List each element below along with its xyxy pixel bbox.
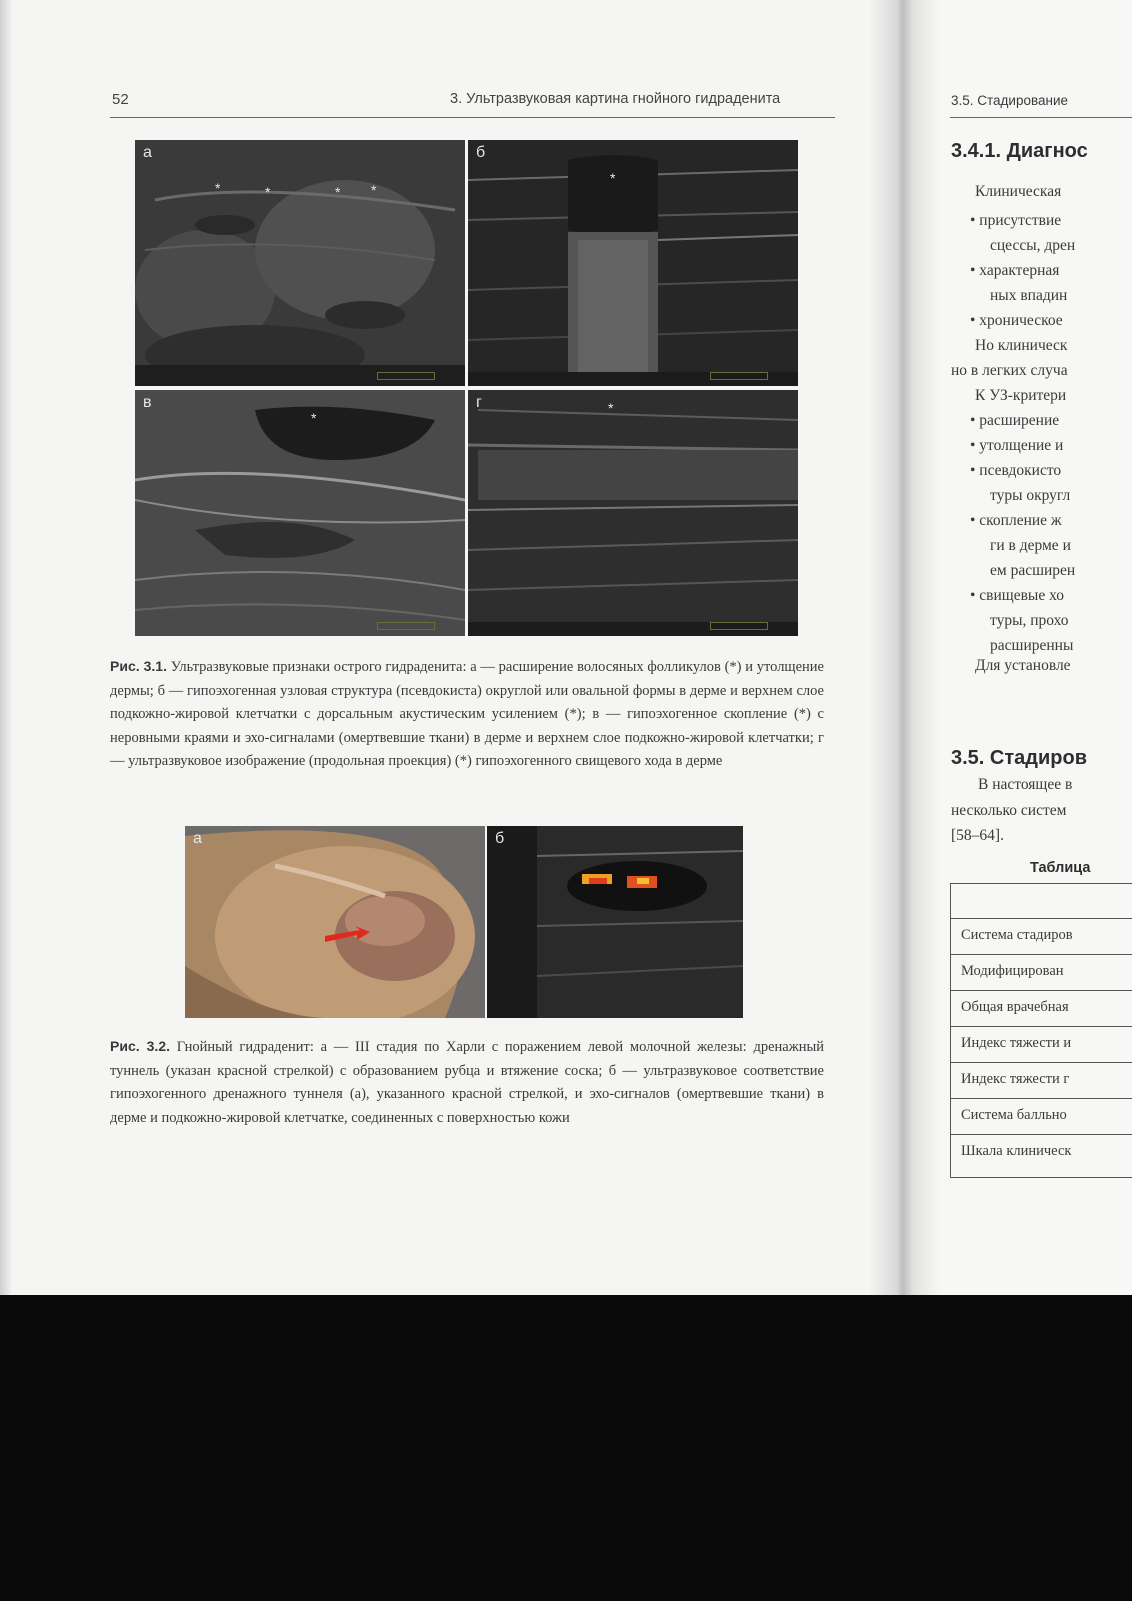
table-row: Шкала клиническ (951, 1134, 1132, 1167)
asterisk-marker: * (335, 184, 341, 200)
right-header-rule (950, 117, 1132, 118)
scanner-background (0, 1295, 1132, 1601)
asterisk-marker: * (265, 184, 271, 200)
panel-letter: б (476, 144, 486, 161)
figure-label: Рис. 3.2. (110, 1038, 170, 1054)
table-row: Система стадиров (951, 918, 1132, 951)
scale-bar (710, 622, 768, 630)
table-row: Система балльно (951, 1098, 1132, 1131)
clinical-photo-a (185, 826, 485, 1018)
body-line: • хроническое (970, 312, 1063, 329)
body-line: но в легких случа (951, 362, 1068, 379)
body-line: • утолщение и (970, 437, 1064, 454)
body-line: • свищевые хо (970, 587, 1065, 604)
running-head: 3. Ультразвуковая картина гнойного гидраденита (450, 91, 781, 107)
body-line: ем расширен (990, 562, 1076, 579)
scale-bar (710, 372, 768, 380)
ultrasound-panel-g (468, 390, 798, 636)
body-line: ных впадин (990, 287, 1068, 304)
panel-letter: г (476, 394, 482, 411)
panel-letter: а (143, 144, 152, 161)
body-line: несколько систем (951, 802, 1067, 819)
asterisk-marker: * (371, 182, 377, 198)
page-number: 52 (112, 91, 129, 108)
body-line: туры, прохо (990, 612, 1069, 629)
right-running-head: 3.5. Стадирование (951, 93, 1069, 108)
panel-letter: а (193, 830, 202, 847)
body-line: К УЗ-критери (975, 387, 1067, 404)
asterisk-marker: * (311, 410, 317, 426)
staging-table (950, 883, 1132, 1178)
panel-letter: б (495, 830, 505, 847)
panel-letter: в (143, 394, 152, 411)
page-edge-shadow (0, 0, 12, 1295)
figure-label: Рис. 3.1. (110, 658, 167, 674)
ultrasound-panel-b (468, 140, 798, 386)
table-row: Индекс тяжести г (951, 1062, 1132, 1095)
caption-text: Ультразвуковые признаки острого гидраденита: а — расширение волосяных фолликулов (*) и утолщение дермы; б — гипоэхогенная узловая структура (псевдокиста) округлой или овальной формы в дерме и верхнем слое подкожно-жировой клетчатки с дорсальным акустическим усилением (*); в — гипоэхогенное скопление (*) с неровными краями и эхо-сигналами (омертвевшие ткани) в дерме и верхнем слое подкожно-жировой клетчатки; г — ультразвуковое изображение (продольная проекция) (*) гипоэхогенного свищевого хода в дерме (110, 659, 824, 769)
table-row: Индекс тяжести и (951, 1026, 1132, 1059)
section-heading-3-4-1: 3.4.1. Диагнос (951, 140, 1088, 162)
doppler-ultrasound-b (487, 826, 743, 1018)
table-row: Модифицирован (951, 954, 1132, 987)
asterisk-marker: * (608, 400, 614, 416)
table-title: Таблица (1030, 860, 1091, 876)
body-line: Но клиническ (975, 337, 1068, 354)
scale-bar (377, 622, 435, 630)
scale-bar (377, 372, 435, 380)
figure-caption-3-1 (110, 655, 824, 774)
body-line: туры округл (990, 487, 1071, 504)
body-line: • присутствие (970, 212, 1062, 229)
body-line: • расширение (970, 412, 1060, 429)
body-line: Клиническая (975, 183, 1062, 200)
body-line: расширенны (990, 637, 1074, 654)
body-line: • псевдокисто (970, 462, 1062, 479)
book-gutter (870, 0, 940, 1295)
table-row: Общая врачебная (951, 990, 1132, 1023)
asterisk-marker: * (610, 170, 616, 186)
body-line: [58–64]. (951, 827, 1004, 844)
body-line: Для установле (975, 657, 1071, 674)
body-line: • характерная (970, 262, 1060, 279)
header-rule (110, 117, 835, 118)
ultrasound-panel-v (135, 390, 465, 636)
body-line: В настоящее в (978, 776, 1073, 793)
ultrasound-panel-a (135, 140, 465, 386)
section-heading-3-5: 3.5. Стадиров (951, 747, 1087, 769)
caption-text: Гнойный гидраденит: а — III стадия по Харли с поражением левой молочной железы: дренажный туннель (указан красной стрелкой) с образованием рубца и втяжение соска; б — ультразвуковое соответствие гипоэхогенного дренажного туннеля (а), указанного красной стрелкой, и эхо-сигналов (омертвевшие ткани) в дерме и подкожно-жировой клетчатке, соединенных с поверхностью кожи (110, 1039, 824, 1126)
figure-caption-3-2 (110, 1035, 824, 1130)
body-line: ги в дерме и (990, 537, 1071, 554)
asterisk-marker: * (215, 180, 221, 196)
body-line: сцессы, дрен (990, 237, 1076, 254)
body-line: • скопление ж (970, 512, 1062, 529)
